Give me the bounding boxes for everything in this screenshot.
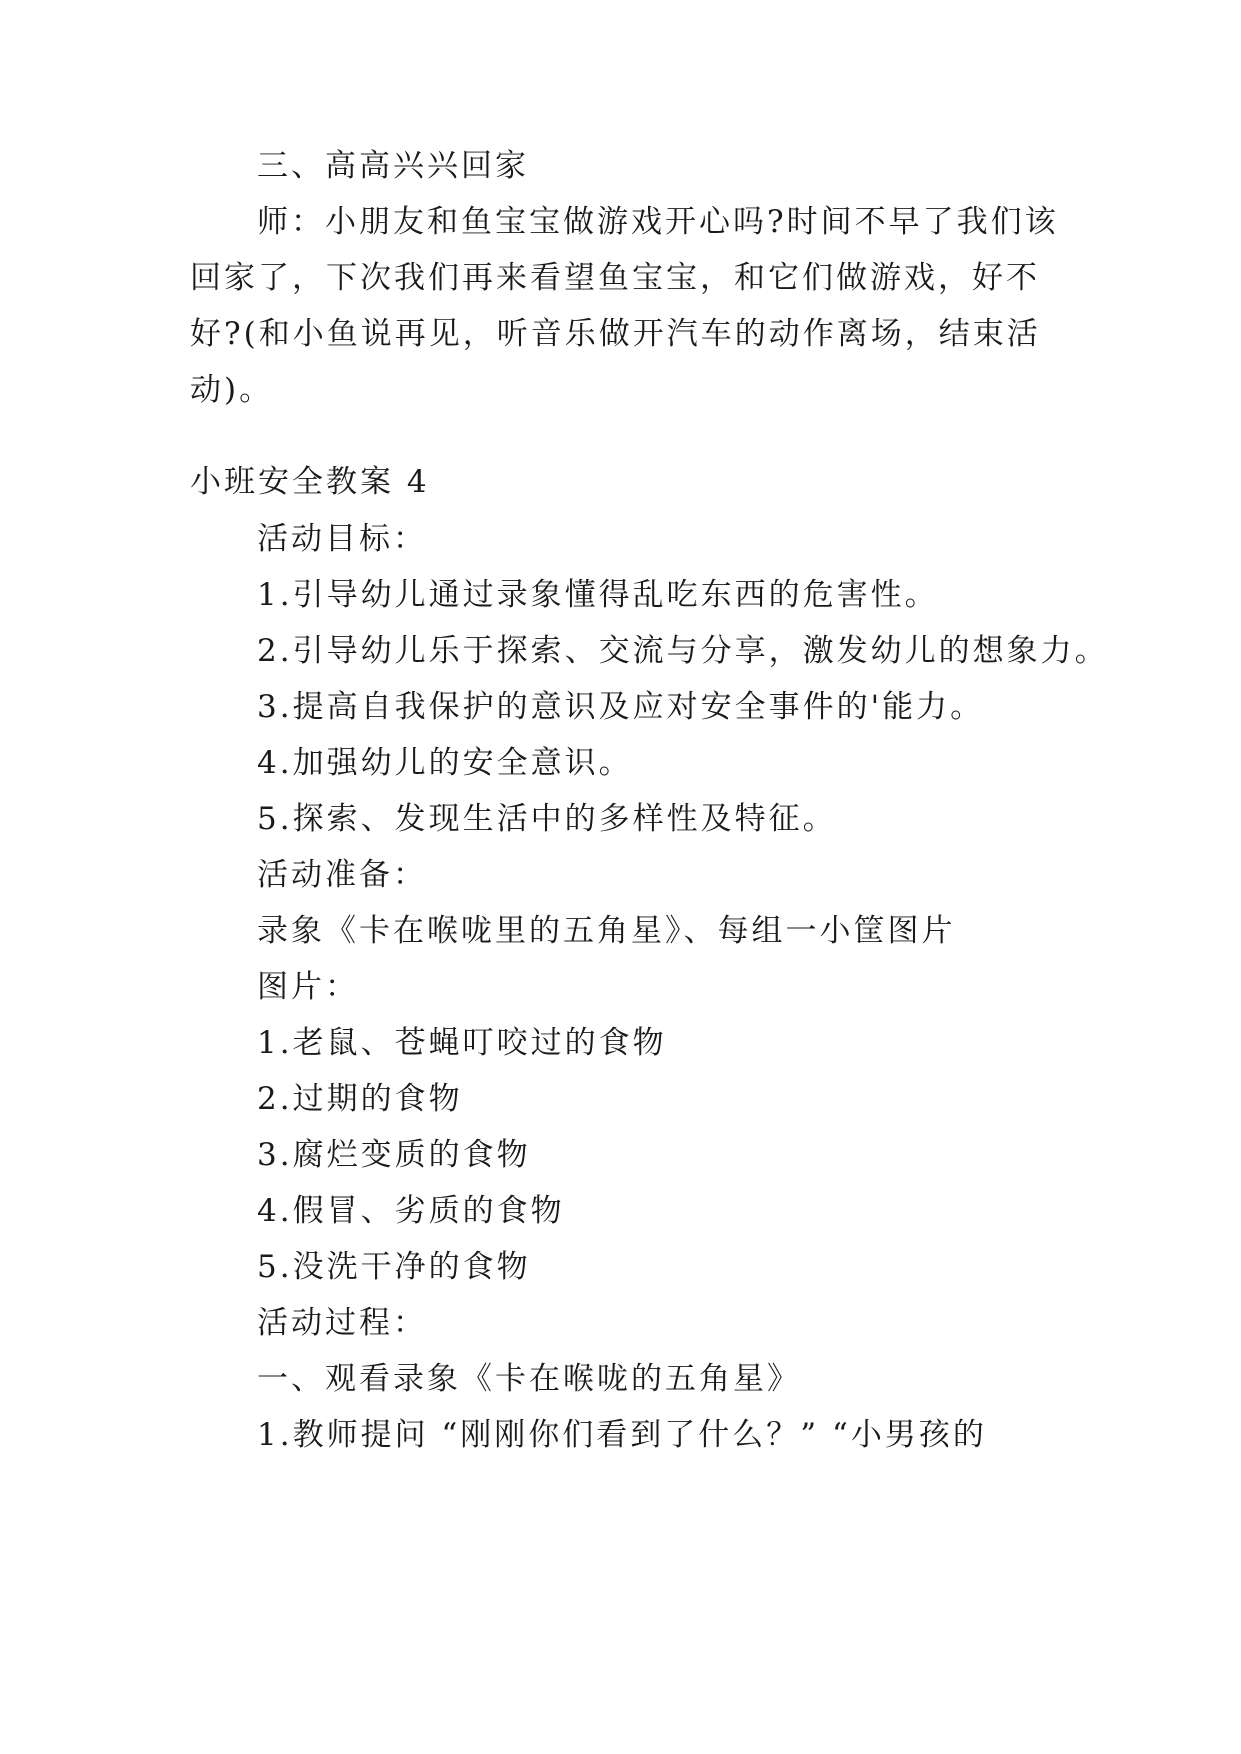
goal-item: 3.提高自我保护的意识及应对安全事件的'能力。 (257, 689, 985, 725)
lesson-title: 小班安全教案 4 (190, 464, 430, 500)
paragraph-line: 动)。 (190, 372, 274, 408)
picture-item: 4.假冒、劣质的食物 (257, 1193, 565, 1229)
goals-label: 活动目标： (257, 521, 427, 557)
process-label: 活动过程： (257, 1305, 427, 1341)
picture-item: 5.没洗干净的食物 (257, 1249, 531, 1285)
picture-item: 3.腐烂变质的食物 (257, 1137, 531, 1173)
section-heading: 三、高高兴兴回家 (257, 148, 529, 184)
pictures-label: 图片： (257, 969, 359, 1005)
question-line: 1.教师提问 “刚刚你们看到了什么？” “小男孩的 (257, 1417, 987, 1453)
prep-text: 录象《卡在喉咙里的五角星》、每组一小筐图片 (257, 913, 956, 949)
picture-item: 1.老鼠、苍蝇叮咬过的食物 (257, 1025, 667, 1061)
paragraph-line: 回家了，下次我们再来看望鱼宝宝，和它们做游戏，好不 (190, 260, 1040, 296)
picture-item: 2.过期的食物 (257, 1081, 463, 1117)
paragraph-line: 好?(和小鱼说再见，听音乐做开汽车的动作离场，结束活 (190, 316, 1041, 352)
step-heading: 一、观看录象《卡在喉咙的五角星》 (257, 1361, 801, 1397)
goal-item: 1.引导幼儿通过录象懂得乱吃东西的危害性。 (257, 577, 939, 613)
prep-label: 活动准备： (257, 857, 427, 893)
goal-item: 2.引导幼儿乐于探索、交流与分享，激发幼儿的想象力。 (257, 633, 1109, 669)
goal-item: 5.探索、发现生活中的多样性及特征。 (257, 801, 837, 837)
paragraph-line: 师：小朋友和鱼宝宝做游戏开心吗?时间不早了我们该 (257, 204, 1059, 240)
goal-item: 4.加强幼儿的安全意识。 (257, 745, 633, 781)
